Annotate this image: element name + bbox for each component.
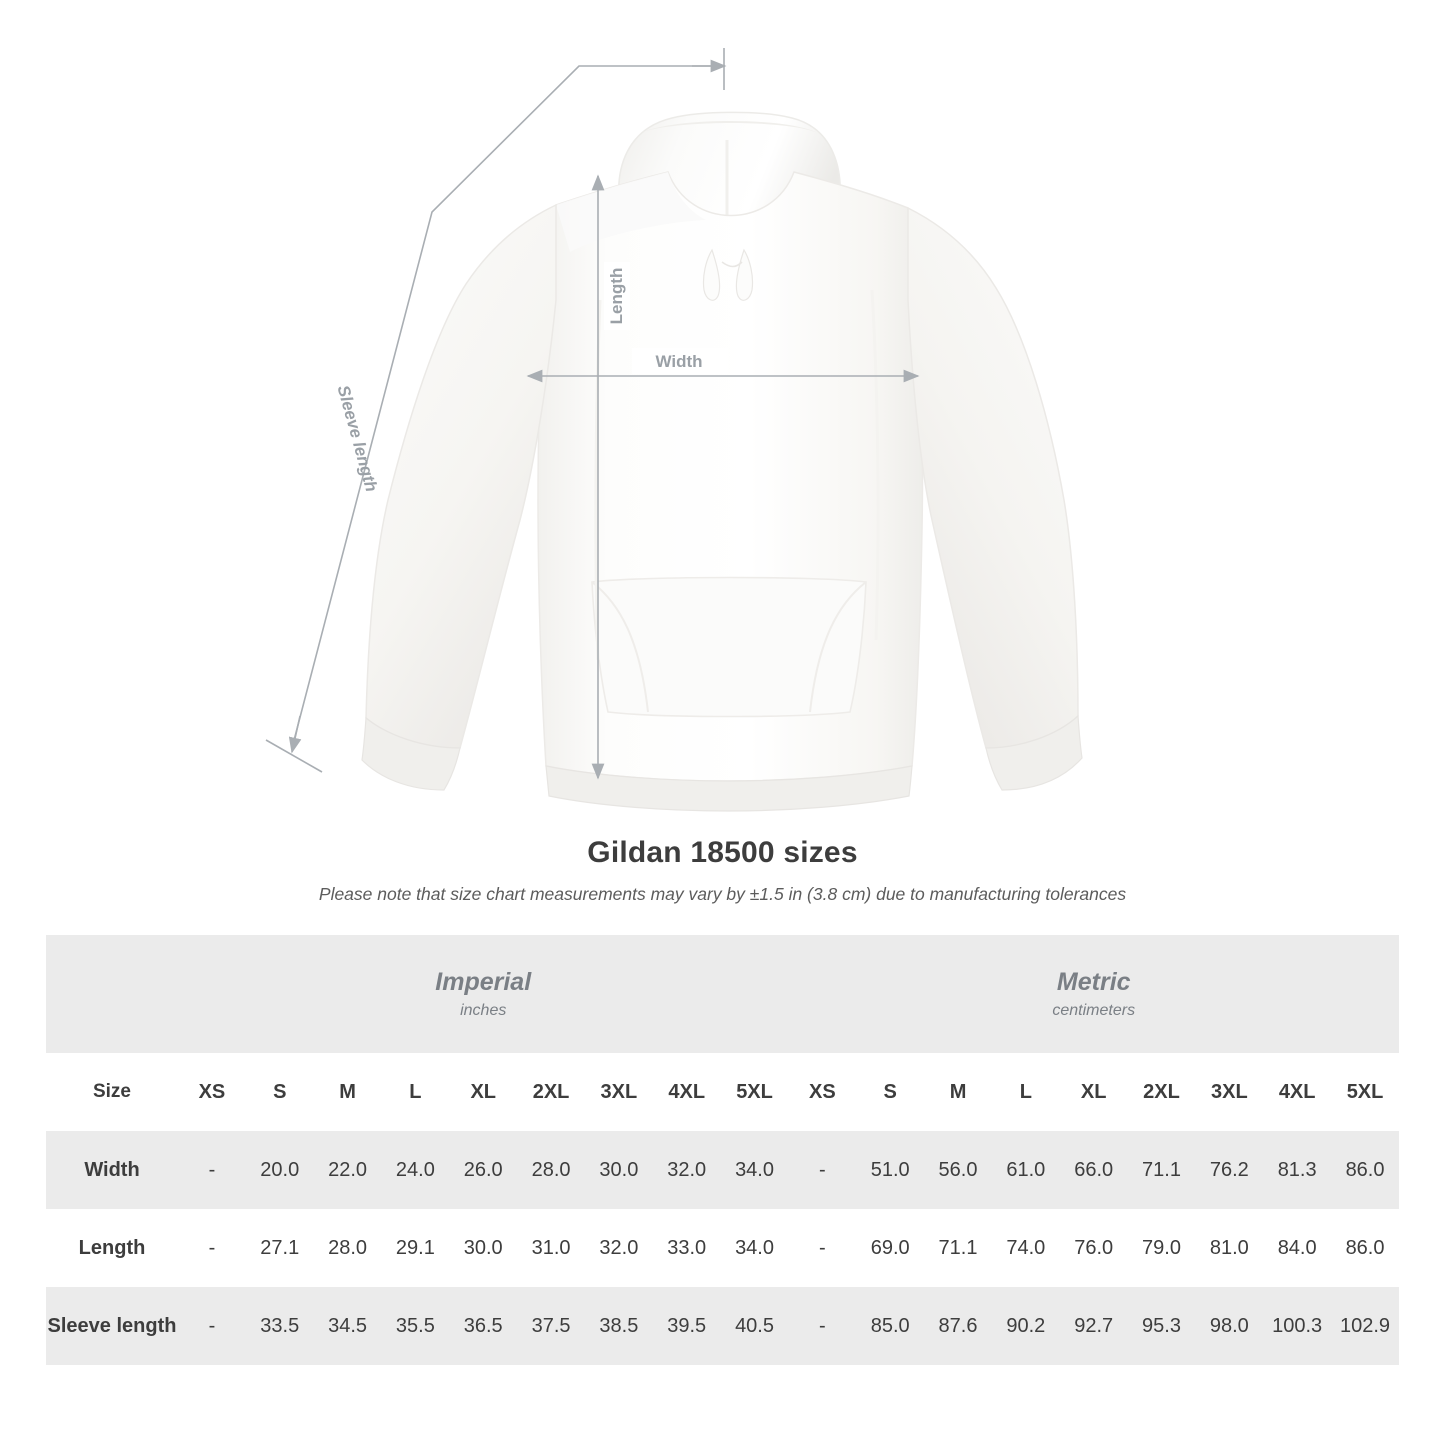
size-table [46, 935, 1399, 1365]
size-header-imperial-4xl: 4XL [653, 1053, 721, 1131]
cell-width-imperial-xl: 26.0 [449, 1131, 517, 1209]
cell-width-imperial-5xl: 34.0 [721, 1131, 789, 1209]
cell-length-metric-xl: 76.0 [1074, 1236, 1114, 1259]
cell-length-metric-3xl: 81.0 [1209, 1236, 1249, 1259]
cell-sleeve-metric-5xl: 102.9 [1331, 1287, 1399, 1365]
size-header-imperial-s: S [246, 1053, 314, 1131]
cell-sleeve-imperial-4xl: 39.5 [653, 1287, 721, 1365]
size-header-metric-l: L [992, 1053, 1060, 1131]
cell-length-metric-m: 71.1 [938, 1236, 978, 1259]
cell-length-metric-l: 74.0 [1006, 1236, 1046, 1259]
cell-width-metric-xs: - [788, 1131, 856, 1209]
title-block [0, 836, 1445, 905]
cell-sleeve-imperial-3xl: 38.5 [585, 1287, 653, 1365]
cell-sleeve-metric-3xl: 98.0 [1195, 1287, 1263, 1365]
width-label: Width [655, 352, 703, 371]
cell-width-metric-l: 61.0 [992, 1131, 1060, 1209]
cell-length-metric-5xl: 86.0 [1345, 1236, 1385, 1259]
cell-sleeve-metric-l: 90.2 [992, 1287, 1060, 1365]
cell-length-imperial-l: 29.1 [395, 1236, 435, 1259]
unit-imperial-sub: inches [460, 1002, 507, 1020]
size-header-metric-s: S [856, 1053, 924, 1131]
table-row [46, 1287, 1399, 1365]
cell-sleeve-imperial-m: 34.5 [314, 1287, 382, 1365]
cell-width-metric-2xl: 71.1 [1128, 1131, 1196, 1209]
row-label-sleeve-length: Sleeve length [46, 1287, 178, 1365]
cell-sleeve-imperial-xs: - [178, 1287, 246, 1365]
size-header-imperial-2xl: 2XL [517, 1053, 585, 1131]
cell-sleeve-metric-m: 87.6 [924, 1287, 992, 1365]
unit-metric-name: Metric [1056, 967, 1131, 996]
cell-sleeve-metric-xs: - [788, 1287, 856, 1365]
cell-length-imperial-xs: - [208, 1236, 216, 1259]
cell-sleeve-metric-s: 85.0 [856, 1287, 924, 1365]
cell-length-imperial-4xl: 33.0 [667, 1236, 707, 1259]
size-table-wrap [0, 935, 1445, 1365]
cell-length-metric-4xl: 84.0 [1277, 1236, 1317, 1259]
size-header-metric-2xl: 2XL [1128, 1053, 1196, 1131]
cell-sleeve-metric-4xl: 100.3 [1263, 1287, 1331, 1365]
size-header-row [46, 1053, 1399, 1131]
cell-length-imperial-5xl: 34.0 [735, 1236, 774, 1259]
cell-sleeve-metric-xl: 92.7 [1060, 1287, 1128, 1365]
cell-length-imperial-m: 28.0 [328, 1236, 368, 1259]
table-row [46, 1131, 1399, 1209]
cell-width-metric-xl: 66.0 [1060, 1131, 1128, 1209]
cell-width-metric-5xl: 86.0 [1331, 1131, 1399, 1209]
cell-sleeve-imperial-2xl: 37.5 [517, 1287, 585, 1365]
size-header-imperial-m: M [314, 1053, 382, 1131]
size-header-metric-4xl: 4XL [1263, 1053, 1331, 1131]
size-header-imperial-5xl: 5XL [721, 1053, 789, 1131]
cell-sleeve-imperial-s: 33.5 [246, 1287, 314, 1365]
cell-length-metric-s: 69.0 [870, 1236, 910, 1259]
cell-sleeve-metric-2xl: 95.3 [1128, 1287, 1196, 1365]
size-header-metric-xl: XL [1060, 1053, 1128, 1131]
row-label-length: Length [78, 1236, 146, 1259]
cell-width-metric-3xl: 76.2 [1195, 1131, 1263, 1209]
cell-sleeve-imperial-l: 35.5 [381, 1287, 449, 1365]
cell-length-imperial-2xl: 31.0 [531, 1236, 571, 1259]
sleeve-length-label: Sleeve length [333, 383, 382, 494]
page-title: Gildan 18500 sizes [587, 836, 858, 869]
unit-imperial-name: Imperial [435, 967, 532, 996]
cell-width-imperial-2xl: 28.0 [517, 1131, 585, 1209]
cell-width-metric-m: 56.0 [924, 1131, 992, 1209]
size-header-metric-3xl: 3XL [1195, 1053, 1263, 1131]
cell-width-imperial-m: 22.0 [314, 1131, 382, 1209]
cell-sleeve-imperial-5xl: 40.5 [721, 1287, 789, 1365]
tolerance-note: Please note that size chart measurements may vary by ±1.5 in (3.8 cm) due to manufacturing tolerances [318, 884, 1127, 904]
size-header-imperial-xl: XL [449, 1053, 517, 1131]
cell-length-metric-2xl: 79.0 [1142, 1236, 1181, 1259]
unit-row-spacer [46, 935, 178, 1053]
size-header-imperial-3xl: 3XL [585, 1053, 653, 1131]
cell-width-imperial-xs: - [178, 1131, 246, 1209]
cell-length-metric-xs: - [819, 1236, 826, 1259]
length-label: Length [607, 267, 626, 325]
size-header-imperial-xs: XS [178, 1053, 246, 1131]
cell-sleeve-imperial-xl: 36.5 [449, 1287, 517, 1365]
cell-width-imperial-3xl: 30.0 [585, 1131, 653, 1209]
cell-length-imperial-3xl: 32.0 [599, 1236, 639, 1259]
size-header-metric-m: M [924, 1053, 992, 1131]
table-row [46, 1209, 1399, 1287]
cell-width-imperial-l: 24.0 [381, 1131, 449, 1209]
hoodie-artwork [362, 112, 1082, 811]
unit-metric [788, 935, 1399, 1053]
row-label-width: Width [46, 1131, 178, 1209]
size-header-label: Size [46, 1053, 178, 1131]
cell-length-imperial-xl: 30.0 [463, 1236, 503, 1259]
unit-metric-sub: centimeters [1052, 1002, 1136, 1020]
cell-width-imperial-4xl: 32.0 [653, 1131, 721, 1209]
size-header-metric-5xl: 5XL [1331, 1053, 1399, 1131]
cell-width-imperial-s: 20.0 [246, 1131, 314, 1209]
unit-header-row [46, 935, 1399, 1053]
size-header-metric-xs: XS [788, 1053, 856, 1131]
cell-width-metric-4xl: 81.3 [1263, 1131, 1331, 1209]
cell-width-metric-s: 51.0 [856, 1131, 924, 1209]
size-header-imperial-l: L [381, 1053, 449, 1131]
cell-length-imperial-s: 27.1 [260, 1236, 300, 1259]
unit-imperial [178, 935, 788, 1053]
